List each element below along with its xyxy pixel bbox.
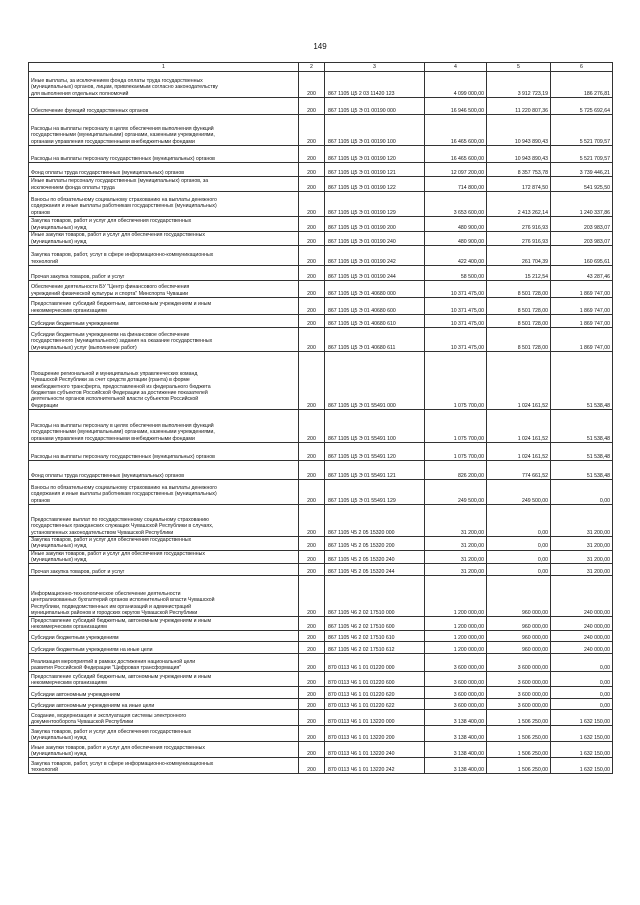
- row-description: Закупка товаров, работ и услуг для обеспечения государственных (муниципальных) нужд: [29, 726, 299, 742]
- row-budget-code: 867 1105 Ц5 Э 01 00190 121: [325, 163, 425, 177]
- row-line-code: 200: [299, 246, 325, 266]
- row-description: Фонд оплаты труда государственных (муниципальных) органов: [29, 461, 299, 480]
- table-row: [29, 163, 613, 177]
- table-row: [29, 687, 613, 699]
- row-unexecuted-amount: 240 000,00: [551, 642, 613, 654]
- row-approved-amount: 480 900,00: [425, 232, 487, 246]
- row-budget-code: 867 1105 Ц5 Э 01 55491 000: [325, 352, 425, 410]
- table-row: [29, 115, 613, 146]
- row-approved-amount: 1 200 000,00: [425, 617, 487, 631]
- row-approved-amount: 1 075 700,00: [425, 352, 487, 410]
- header-row: [29, 63, 613, 72]
- row-unexecuted-amount: 186 276,81: [551, 72, 613, 98]
- row-executed-amount: 1 506 250,00: [487, 710, 551, 726]
- row-unexecuted-amount: 3 739 446,21: [551, 163, 613, 177]
- row-budget-code: 870 0113 Ч6 1 01 13220 000: [325, 710, 425, 726]
- row-executed-amount: 8 501 728,00: [487, 298, 551, 315]
- header-col-4: 4: [425, 63, 487, 72]
- row-description: Иные выплаты, за исключением фонда оплаты труда государственных (муниципальных) органов, лицам, привлекаемым согласно законодательству для выполнения отдельных полномочий: [29, 72, 299, 98]
- row-line-code: 200: [299, 410, 325, 443]
- row-unexecuted-amount: 1 869 747,00: [551, 281, 613, 298]
- row-description: Субсидии автономным учреждениям на иные цели: [29, 699, 299, 710]
- table-row: [29, 505, 613, 537]
- row-executed-amount: 3 912 723,19: [487, 72, 551, 98]
- row-executed-amount: 960 000,00: [487, 576, 551, 617]
- row-executed-amount: 3 600 000,00: [487, 687, 551, 699]
- budget-table: [28, 62, 613, 774]
- table-row: [29, 146, 613, 163]
- header-col-1: 1: [29, 63, 299, 72]
- row-executed-amount: 10 943 890,43: [487, 146, 551, 163]
- row-executed-amount: 1 024 161,52: [487, 352, 551, 410]
- row-line-code: 200: [299, 146, 325, 163]
- row-unexecuted-amount: 43 287,46: [551, 266, 613, 281]
- row-approved-amount: 1 200 000,00: [425, 642, 487, 654]
- row-executed-amount: 172 874,50: [487, 177, 551, 192]
- table-row: [29, 217, 613, 232]
- row-budget-code: 867 1105 Ч5 2 05 15320 200: [325, 537, 425, 551]
- row-line-code: 200: [299, 315, 325, 328]
- row-executed-amount: 0,00: [487, 564, 551, 576]
- row-budget-code: 867 1105 Ц5 Э 01 55491 121: [325, 461, 425, 480]
- row-line-code: 200: [299, 192, 325, 217]
- row-budget-code: 867 1105 Ц5 Э 01 00190 200: [325, 217, 425, 232]
- table-row: [29, 98, 613, 115]
- row-approved-amount: 31 200,00: [425, 550, 487, 564]
- row-unexecuted-amount: 51 538,48: [551, 410, 613, 443]
- row-executed-amount: 2 413 262,14: [487, 192, 551, 217]
- row-budget-code: 867 1105 Ч6 2 02 17510 000: [325, 576, 425, 617]
- row-approved-amount: 10 371 475,00: [425, 281, 487, 298]
- table-row: [29, 192, 613, 217]
- row-description: Взносы по обязательному социальному страхованию на выплаты денежного содержания и иные выплаты работникам государственных (муниципальных) органов: [29, 480, 299, 505]
- row-line-code: 200: [299, 298, 325, 315]
- row-description: Субсидии бюджетным учреждениям: [29, 631, 299, 642]
- row-budget-code: 867 1105 Ч5 2 05 15320 000: [325, 505, 425, 537]
- header-col-6: 6: [551, 63, 613, 72]
- row-approved-amount: 31 200,00: [425, 564, 487, 576]
- table-row: [29, 550, 613, 564]
- row-unexecuted-amount: 240 000,00: [551, 617, 613, 631]
- row-unexecuted-amount: 31 200,00: [551, 505, 613, 537]
- header-col-5: 5: [487, 63, 551, 72]
- row-executed-amount: 0,00: [487, 537, 551, 551]
- row-line-code: 200: [299, 266, 325, 281]
- row-budget-code: 867 1105 Ц5 Э 01 00190 000: [325, 98, 425, 115]
- row-executed-amount: 276 916,93: [487, 232, 551, 246]
- row-description: Расходы на выплаты персоналу в целях обеспечения выполнения функций государственными (муниципальными) органами, казенными учреждениями, органами управления государственными внебюджетными фондами: [29, 115, 299, 146]
- row-approved-amount: 16 465 600,00: [425, 115, 487, 146]
- row-executed-amount: 8 357 753,78: [487, 163, 551, 177]
- row-unexecuted-amount: 240 000,00: [551, 576, 613, 617]
- row-line-code: 200: [299, 328, 325, 352]
- row-description: Реализация мероприятий в рамках достижения национальной цели развития Российской Федерации "Цифровая трансформация": [29, 654, 299, 672]
- table-row: [29, 576, 613, 617]
- table-row: [29, 710, 613, 726]
- row-approved-amount: 31 200,00: [425, 505, 487, 537]
- row-description: Субсидии бюджетным учреждениям на иные цели: [29, 642, 299, 654]
- row-approved-amount: 3 600 000,00: [425, 672, 487, 687]
- row-budget-code: 867 1105 Ч5 2 05 15320 240: [325, 550, 425, 564]
- row-line-code: 200: [299, 217, 325, 232]
- table-row: [29, 672, 613, 687]
- row-line-code: 200: [299, 710, 325, 726]
- row-approved-amount: 31 200,00: [425, 537, 487, 551]
- row-line-code: 200: [299, 281, 325, 298]
- row-unexecuted-amount: 1 240 337,86: [551, 192, 613, 217]
- row-unexecuted-amount: 1 632 150,00: [551, 758, 613, 774]
- row-description: Субсидии бюджетным учреждениям: [29, 315, 299, 328]
- row-approved-amount: 3 600 000,00: [425, 699, 487, 710]
- row-line-code: 200: [299, 537, 325, 551]
- row-line-code: 200: [299, 576, 325, 617]
- row-executed-amount: 960 000,00: [487, 642, 551, 654]
- row-budget-code: 867 1105 Ч6 2 02 17510 610: [325, 631, 425, 642]
- table-row: [29, 443, 613, 461]
- row-description: Фонд оплаты труда государственных (муниципальных) органов: [29, 163, 299, 177]
- row-line-code: 200: [299, 72, 325, 98]
- row-budget-code: 867 1105 Ц5 Э 01 55491 129: [325, 480, 425, 505]
- row-unexecuted-amount: 51 538,48: [551, 461, 613, 480]
- row-budget-code: 867 1105 Ц5 Э 01 55491 100: [325, 410, 425, 443]
- row-line-code: 200: [299, 617, 325, 631]
- row-line-code: 200: [299, 98, 325, 115]
- row-budget-code: 867 1105 Ц5 Э 01 00190 240: [325, 232, 425, 246]
- row-executed-amount: 0,00: [487, 550, 551, 564]
- row-unexecuted-amount: 0,00: [551, 687, 613, 699]
- table-row: [29, 631, 613, 642]
- table-row: [29, 480, 613, 505]
- table-row: [29, 298, 613, 315]
- row-description: Предоставление выплат по государственному социальному страхованию государственных гражданских служащих Чувашской Республики в случаях, установленных законодательством Чувашской Республики: [29, 505, 299, 537]
- row-line-code: 200: [299, 461, 325, 480]
- row-budget-code: 870 0113 Ч6 1 01 01220 600: [325, 672, 425, 687]
- row-budget-code: 870 0113 Ч6 1 01 13220 242: [325, 758, 425, 774]
- row-line-code: 200: [299, 758, 325, 774]
- row-budget-code: 870 0113 Ч6 1 01 13220 240: [325, 742, 425, 758]
- row-unexecuted-amount: 0,00: [551, 672, 613, 687]
- row-approved-amount: 16 946 500,00: [425, 98, 487, 115]
- row-description: Информационно-технологическое обеспечение деятельности централизованных бухгалтерий органов исполнительной власти Чувашской Республики, подведомственных им организаций и администраций муниципальных районов и городских округов Чувашской Республики: [29, 576, 299, 617]
- row-approved-amount: 480 900,00: [425, 217, 487, 232]
- row-unexecuted-amount: 203 983,07: [551, 217, 613, 232]
- row-unexecuted-amount: 51 538,48: [551, 352, 613, 410]
- row-unexecuted-amount: 31 200,00: [551, 537, 613, 551]
- row-executed-amount: 1 024 161,52: [487, 443, 551, 461]
- row-unexecuted-amount: 5 521 709,57: [551, 115, 613, 146]
- table-row: [29, 617, 613, 631]
- row-executed-amount: 8 501 728,00: [487, 328, 551, 352]
- row-executed-amount: 0,00: [487, 505, 551, 537]
- table-row: [29, 328, 613, 352]
- row-budget-code: 867 1105 Ц5 Э 01 40680 000: [325, 281, 425, 298]
- row-budget-code: 867 1105 Ц5 Э 01 00190 100: [325, 115, 425, 146]
- row-line-code: 200: [299, 654, 325, 672]
- row-approved-amount: 10 371 475,00: [425, 315, 487, 328]
- row-approved-amount: 1 200 000,00: [425, 631, 487, 642]
- row-budget-code: 867 1105 Ц5 2 03 11420 123: [325, 72, 425, 98]
- row-description: Субсидии автономным учреждениям: [29, 687, 299, 699]
- table-row: [29, 537, 613, 551]
- row-line-code: 200: [299, 443, 325, 461]
- row-description: Предоставление субсидий бюджетным, автономным учреждениям и иным некоммерческим организациям: [29, 617, 299, 631]
- row-description: Иные закупки товаров, работ и услуг для обеспечения государственных (муниципальных) нужд: [29, 232, 299, 246]
- row-unexecuted-amount: 51 538,48: [551, 443, 613, 461]
- row-description: Расходы на выплаты персоналу государственных (муниципальных) органов: [29, 146, 299, 163]
- header-col-2: 2: [299, 63, 325, 72]
- table-row: [29, 410, 613, 443]
- row-unexecuted-amount: 240 000,00: [551, 631, 613, 642]
- row-executed-amount: 1 506 250,00: [487, 742, 551, 758]
- row-description: Обеспечение функций государственных органов: [29, 98, 299, 115]
- row-unexecuted-amount: 5 521 709,57: [551, 146, 613, 163]
- row-description: Поощрение региональной и муниципальных управленческих команд Чувашской Республики за счет средств дотации (гранта) в форме межбюджетного трансферта, предоставленной из федерального бюджета бюджетам субъектов Российской Федерации за достижение показателей деятельности органов исполнительной власти субъектов Российской Федерации: [29, 352, 299, 410]
- row-description: Обеспечение деятельности БУ "Центр финансового обеспечения учреждений физической культуры и спорта" Минспорта Чувашии: [29, 281, 299, 298]
- row-budget-code: 867 1105 Ч5 2 05 15320 244: [325, 564, 425, 576]
- row-approved-amount: 16 465 600,00: [425, 146, 487, 163]
- row-description: Расходы на выплаты персоналу государственных (муниципальных) органов: [29, 443, 299, 461]
- row-budget-code: 867 1105 Ц5 Э 01 40680 600: [325, 298, 425, 315]
- row-budget-code: 867 1105 Ч6 2 02 17510 612: [325, 642, 425, 654]
- row-description: Закупка товаров, работ, услуг в сфере информационно-коммуникационных технологий: [29, 758, 299, 774]
- row-unexecuted-amount: 1 632 150,00: [551, 710, 613, 726]
- row-approved-amount: 3 138 400,00: [425, 710, 487, 726]
- table-row: [29, 642, 613, 654]
- table-row: [29, 742, 613, 758]
- row-executed-amount: 960 000,00: [487, 631, 551, 642]
- table-row: [29, 281, 613, 298]
- row-budget-code: 867 1105 Ц5 Э 01 55491 120: [325, 443, 425, 461]
- row-executed-amount: 261 704,39: [487, 246, 551, 266]
- row-budget-code: 867 1105 Ч6 2 02 17510 600: [325, 617, 425, 631]
- row-approved-amount: 1 075 700,00: [425, 410, 487, 443]
- row-line-code: 200: [299, 726, 325, 742]
- row-budget-code: 867 1105 Ц5 Э 01 00190 242: [325, 246, 425, 266]
- row-unexecuted-amount: 5 725 692,64: [551, 98, 613, 115]
- row-approved-amount: 422 400,00: [425, 246, 487, 266]
- table-row: [29, 266, 613, 281]
- row-executed-amount: 1 506 250,00: [487, 758, 551, 774]
- row-executed-amount: 3 600 000,00: [487, 699, 551, 710]
- row-executed-amount: 8 501 728,00: [487, 315, 551, 328]
- table-row: [29, 654, 613, 672]
- table-row: [29, 726, 613, 742]
- row-line-code: 200: [299, 352, 325, 410]
- row-approved-amount: 3 138 400,00: [425, 758, 487, 774]
- row-approved-amount: 1 200 000,00: [425, 576, 487, 617]
- row-line-code: 200: [299, 699, 325, 710]
- row-unexecuted-amount: 1 869 747,00: [551, 328, 613, 352]
- row-approved-amount: 3 138 400,00: [425, 726, 487, 742]
- row-description: Взносы по обязательному социальному страхованию на выплаты денежного содержания и иные выплаты работникам государственных (муниципальных) органов: [29, 192, 299, 217]
- row-unexecuted-amount: 31 200,00: [551, 550, 613, 564]
- row-line-code: 200: [299, 115, 325, 146]
- row-unexecuted-amount: 160 695,61: [551, 246, 613, 266]
- row-executed-amount: 11 220 807,36: [487, 98, 551, 115]
- table-row: [29, 758, 613, 774]
- row-approved-amount: 58 500,00: [425, 266, 487, 281]
- table-row: [29, 461, 613, 480]
- row-executed-amount: 15 212,54: [487, 266, 551, 281]
- row-description: Прочая закупка товаров, работ и услуг: [29, 564, 299, 576]
- row-description: Субсидии бюджетным учреждениям на финансовое обеспечение государственного (муниципального) задания на оказание государственных (муниципальных) услуг (выполнение работ): [29, 328, 299, 352]
- table-row: [29, 352, 613, 410]
- row-budget-code: 867 1105 Ц5 Э 01 00190 120: [325, 146, 425, 163]
- row-description: Иные выплаты персоналу государственных (муниципальных) органов, за исключением фонда оплаты труда: [29, 177, 299, 192]
- row-description: Создание, модернизация и эксплуатация системы электронного документооборота Чувашской Республики: [29, 710, 299, 726]
- row-budget-code: 867 1105 Ц5 Э 01 00190 244: [325, 266, 425, 281]
- row-unexecuted-amount: 541 925,50: [551, 177, 613, 192]
- table-row: [29, 72, 613, 98]
- page-number: 149: [313, 42, 327, 51]
- row-approved-amount: 3 653 600,00: [425, 192, 487, 217]
- row-approved-amount: 10 371 475,00: [425, 328, 487, 352]
- row-line-code: 200: [299, 642, 325, 654]
- table-row: [29, 246, 613, 266]
- row-unexecuted-amount: 1 632 150,00: [551, 742, 613, 758]
- row-budget-code: 867 1105 Ц5 Э 01 00190 129: [325, 192, 425, 217]
- row-approved-amount: 12 097 200,00: [425, 163, 487, 177]
- row-budget-code: 867 1105 Ц5 Э 01 40680 610: [325, 315, 425, 328]
- row-approved-amount: 3 138 400,00: [425, 742, 487, 758]
- row-description: Закупка товаров, работ, услуг в сфере информационно-коммуникационных технологий: [29, 246, 299, 266]
- row-description: Прочая закупка товаров, работ и услуг: [29, 266, 299, 281]
- row-description: Предоставление субсидий бюджетным, автономным учреждениям и иным некоммерческим организациям: [29, 298, 299, 315]
- table-row: [29, 315, 613, 328]
- row-approved-amount: 3 600 000,00: [425, 654, 487, 672]
- row-unexecuted-amount: 1 632 150,00: [551, 726, 613, 742]
- row-executed-amount: 249 500,00: [487, 480, 551, 505]
- row-approved-amount: 1 075 700,00: [425, 443, 487, 461]
- row-budget-code: 870 0113 Ч6 1 01 01220 620: [325, 687, 425, 699]
- row-approved-amount: 10 371 475,00: [425, 298, 487, 315]
- row-unexecuted-amount: 0,00: [551, 654, 613, 672]
- row-approved-amount: 714 800,00: [425, 177, 487, 192]
- row-approved-amount: 4 099 000,00: [425, 72, 487, 98]
- row-budget-code: 870 0113 Ч6 1 01 01220 622: [325, 699, 425, 710]
- row-line-code: 200: [299, 550, 325, 564]
- row-executed-amount: 276 916,93: [487, 217, 551, 232]
- row-line-code: 200: [299, 564, 325, 576]
- row-description: Иные закупки товаров, работ и услуг для обеспечения государственных (муниципальных) нужд: [29, 550, 299, 564]
- row-unexecuted-amount: 0,00: [551, 480, 613, 505]
- table-row: [29, 177, 613, 192]
- row-unexecuted-amount: 0,00: [551, 699, 613, 710]
- row-line-code: 200: [299, 505, 325, 537]
- row-unexecuted-amount: 31 200,00: [551, 564, 613, 576]
- row-executed-amount: 1 506 250,00: [487, 726, 551, 742]
- row-budget-code: 870 0113 Ч6 1 01 01220 000: [325, 654, 425, 672]
- row-line-code: 200: [299, 742, 325, 758]
- row-budget-code: 867 1105 Ц5 Э 01 00190 122: [325, 177, 425, 192]
- row-executed-amount: 1 024 161,52: [487, 410, 551, 443]
- row-unexecuted-amount: 1 869 747,00: [551, 298, 613, 315]
- row-line-code: 200: [299, 480, 325, 505]
- table-row: [29, 232, 613, 246]
- row-executed-amount: 774 661,52: [487, 461, 551, 480]
- row-unexecuted-amount: 203 983,07: [551, 232, 613, 246]
- row-budget-code: 867 1105 Ц5 Э 01 40680 611: [325, 328, 425, 352]
- row-executed-amount: 3 600 000,00: [487, 654, 551, 672]
- row-unexecuted-amount: 1 869 747,00: [551, 315, 613, 328]
- row-line-code: 200: [299, 163, 325, 177]
- row-description: Предоставление субсидий бюджетным, автономным учреждениям и иным некоммерческим организациям: [29, 672, 299, 687]
- row-line-code: 200: [299, 177, 325, 192]
- row-description: Иные закупки товаров, работ и услуг для обеспечения государственных (муниципальных) нужд: [29, 742, 299, 758]
- row-description: Закупка товаров, работ и услуг для обеспечения государственных (муниципальных) нужд: [29, 537, 299, 551]
- row-description: Закупка товаров, работ и услуг для обеспечения государственных (муниципальных) нужд: [29, 217, 299, 232]
- row-line-code: 200: [299, 232, 325, 246]
- row-executed-amount: 8 501 728,00: [487, 281, 551, 298]
- row-line-code: 200: [299, 687, 325, 699]
- row-executed-amount: 10 943 890,43: [487, 115, 551, 146]
- table-row: [29, 564, 613, 576]
- row-approved-amount: 3 600 000,00: [425, 687, 487, 699]
- table-row: [29, 699, 613, 710]
- row-executed-amount: 960 000,00: [487, 617, 551, 631]
- row-line-code: 200: [299, 631, 325, 642]
- header-col-3: 3: [325, 63, 425, 72]
- row-line-code: 200: [299, 672, 325, 687]
- row-approved-amount: 249 500,00: [425, 480, 487, 505]
- row-approved-amount: 826 200,00: [425, 461, 487, 480]
- row-executed-amount: 3 600 000,00: [487, 672, 551, 687]
- row-description: Расходы на выплаты персоналу в целях обеспечения выполнения функций государственными (муниципальными) органами, казенными учреждениями, органами управления государственными внебюджетными фондами: [29, 410, 299, 443]
- row-budget-code: 870 0113 Ч6 1 01 13220 200: [325, 726, 425, 742]
